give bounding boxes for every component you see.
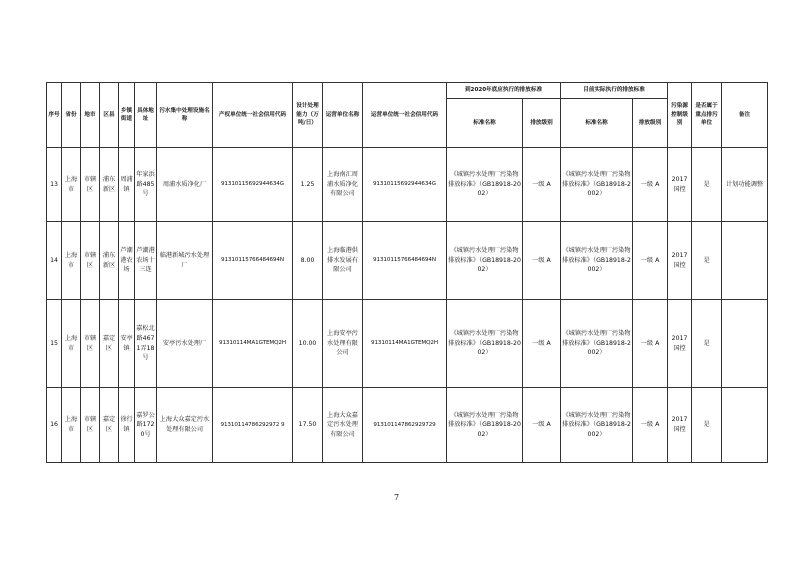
- header-current-level: 排放级别: [633, 99, 668, 148]
- wastewater-plant-table: [46, 82, 768, 463]
- cell-std2020-level: 一级 A: [523, 300, 561, 388]
- header-key-unit: 是否属于重点排污单位: [692, 83, 722, 148]
- cell-operator-name: 上海大众嘉定污水处理有限公司: [323, 388, 363, 463]
- cell-current-level: 一级 A: [633, 300, 668, 388]
- cell-address: 嘉松北路4671弄18号: [135, 300, 157, 388]
- cell-key-unit: 是: [692, 300, 722, 388]
- cell-district: 嘉定区: [100, 388, 119, 463]
- cell-district: 浦东新区: [100, 222, 119, 300]
- cell-capacity: 1.25: [293, 148, 323, 222]
- cell-operator-name: 上海安亭污水处理有限公司: [323, 300, 363, 388]
- cell-province: 上海市: [62, 148, 81, 222]
- cell-std2020-level: 一级 A: [523, 388, 561, 463]
- cell-std2020-name: 《城镇污水处理厂污染物排放标准》（GB18918-2002）: [447, 300, 523, 388]
- header-town: 乡镇街道: [119, 83, 135, 148]
- header-seq: 序号: [47, 83, 62, 148]
- cell-key-unit: 是: [692, 148, 722, 222]
- cell-address: 嘉罗公路1720号: [135, 388, 157, 463]
- cell-remark: [722, 222, 768, 300]
- cell-plant-name: 周浦水质净化厂: [157, 148, 213, 222]
- cell-operator-code: 91310115766484694N: [363, 222, 447, 300]
- table-row: [47, 222, 768, 300]
- header-current-name: 标准名称: [561, 99, 633, 148]
- cell-current-level: 一级 A: [633, 148, 668, 222]
- cell-control-level: 2017国控: [668, 388, 692, 463]
- cell-operator-name: 上海南汇周浦水质净化有限公司: [323, 148, 363, 222]
- cell-town: 芦潮港农场: [119, 222, 135, 300]
- cell-address: 年家浜路485号: [135, 148, 157, 222]
- header-operator-name: 运营单位名称: [323, 83, 363, 148]
- cell-town: 安亭镇: [119, 300, 135, 388]
- cell-operator-code: 913101147862929729: [363, 388, 447, 463]
- cell-operator-name: 上海临港供排水发展有限公司: [323, 222, 363, 300]
- cell-province: 上海市: [62, 300, 81, 388]
- cell-control-level: 2017国控: [668, 300, 692, 388]
- cell-current-name: 《城镇污水处理厂污染物排放标准》（GB18918-2002）: [561, 148, 633, 222]
- cell-std2020-level: 一级 A: [523, 148, 561, 222]
- cell-std2020-name: 《城镇污水处理厂污染物排放标准》（GB18918-2002）: [447, 222, 523, 300]
- header-remark: 备注: [722, 83, 768, 148]
- cell-owner-code: 91310115766484694N: [213, 222, 293, 300]
- table-row: [47, 388, 768, 463]
- header-district: 区县: [100, 83, 119, 148]
- cell-city: 市辖区: [81, 300, 100, 388]
- cell-key-unit: 是: [692, 222, 722, 300]
- cell-owner-code: 91310114MA1GTEMQ2H: [213, 300, 293, 388]
- cell-remark: 计划功能调整: [722, 148, 768, 222]
- cell-seq: 16: [47, 388, 62, 463]
- header-plant-name: 污水集中处理设施名称: [157, 83, 213, 148]
- header-row-top: [47, 83, 768, 99]
- cell-current-name: 《城镇污水处理厂污染物排放标准》（GB18918-2002）: [561, 388, 633, 463]
- header-owner-code: 产权单位统一社会信用代码: [213, 83, 293, 148]
- cell-std2020-level: 一级 A: [523, 222, 561, 300]
- cell-current-name: 《城镇污水处理厂污染物排放标准》（GB18918-2002）: [561, 222, 633, 300]
- cell-plant-name: 上海大众嘉定污水处理有限公司: [157, 388, 213, 463]
- cell-owner-code: 91310115692944634G: [213, 148, 293, 222]
- cell-current-level: 一级 A: [633, 388, 668, 463]
- cell-city: 市辖区: [81, 148, 100, 222]
- header-province: 省份: [62, 83, 81, 148]
- cell-operator-code: 91310115692944634G: [363, 148, 447, 222]
- cell-seq: 14: [47, 222, 62, 300]
- cell-control-level: 2017国控: [668, 148, 692, 222]
- cell-address: 芦潮港农场十三连: [135, 222, 157, 300]
- cell-seq: 15: [47, 300, 62, 388]
- cell-district: 嘉定区: [100, 300, 119, 388]
- header-address: 具体地址: [135, 83, 157, 148]
- cell-plant-name: 安亭污水处理厂: [157, 300, 213, 388]
- table-row: [47, 148, 768, 222]
- cell-current-level: 一级 A: [633, 222, 668, 300]
- header-std2020-name: 标准名称: [447, 99, 523, 148]
- cell-city: 市辖区: [81, 222, 100, 300]
- header-current-group: 目前实际执行的排放标准: [561, 83, 668, 99]
- cell-province: 上海市: [62, 388, 81, 463]
- cell-seq: 13: [47, 148, 62, 222]
- cell-remark: [722, 300, 768, 388]
- cell-capacity: 17.50: [293, 388, 323, 463]
- cell-std2020-name: 《城镇污水处理厂污染物排放标准》（GB18918-2002）: [447, 388, 523, 463]
- cell-key-unit: 是: [692, 388, 722, 463]
- cell-std2020-name: 《城镇污水处理厂污染物排放标准》（GB18918-2002）: [447, 148, 523, 222]
- cell-capacity: 10.00: [293, 300, 323, 388]
- cell-town: 徐行镇: [119, 388, 135, 463]
- cell-province: 上海市: [62, 222, 81, 300]
- cell-current-name: 《城镇污水处理厂污染物排放标准》（GB18918-2002）: [561, 300, 633, 388]
- cell-control-level: 2017国控: [668, 222, 692, 300]
- header-city: 地市: [81, 83, 100, 148]
- header-capacity: 设计处理能力（万吨/日）: [293, 83, 323, 148]
- header-std2020-level: 排放级别: [523, 99, 561, 148]
- cell-owner-code: 91310114786292972 9: [213, 388, 293, 463]
- header-control-level: 污染源控制级别: [668, 83, 692, 148]
- cell-operator-code: 91310114MA1GTEMQ2H: [363, 300, 447, 388]
- cell-town: 周浦镇: [119, 148, 135, 222]
- page-number: 7: [393, 493, 400, 502]
- cell-district: 浦东新区: [100, 148, 119, 222]
- header-std2020-group: 到2020年底应执行的排放标准: [447, 83, 561, 99]
- cell-remark: [722, 388, 768, 463]
- cell-city: 市辖区: [81, 388, 100, 463]
- header-operator-code: 运营单位统一社会信用代码: [363, 83, 447, 148]
- cell-plant-name: 临港新城污水处理厂: [157, 222, 213, 300]
- table-row: [47, 300, 768, 388]
- cell-capacity: 8.00: [293, 222, 323, 300]
